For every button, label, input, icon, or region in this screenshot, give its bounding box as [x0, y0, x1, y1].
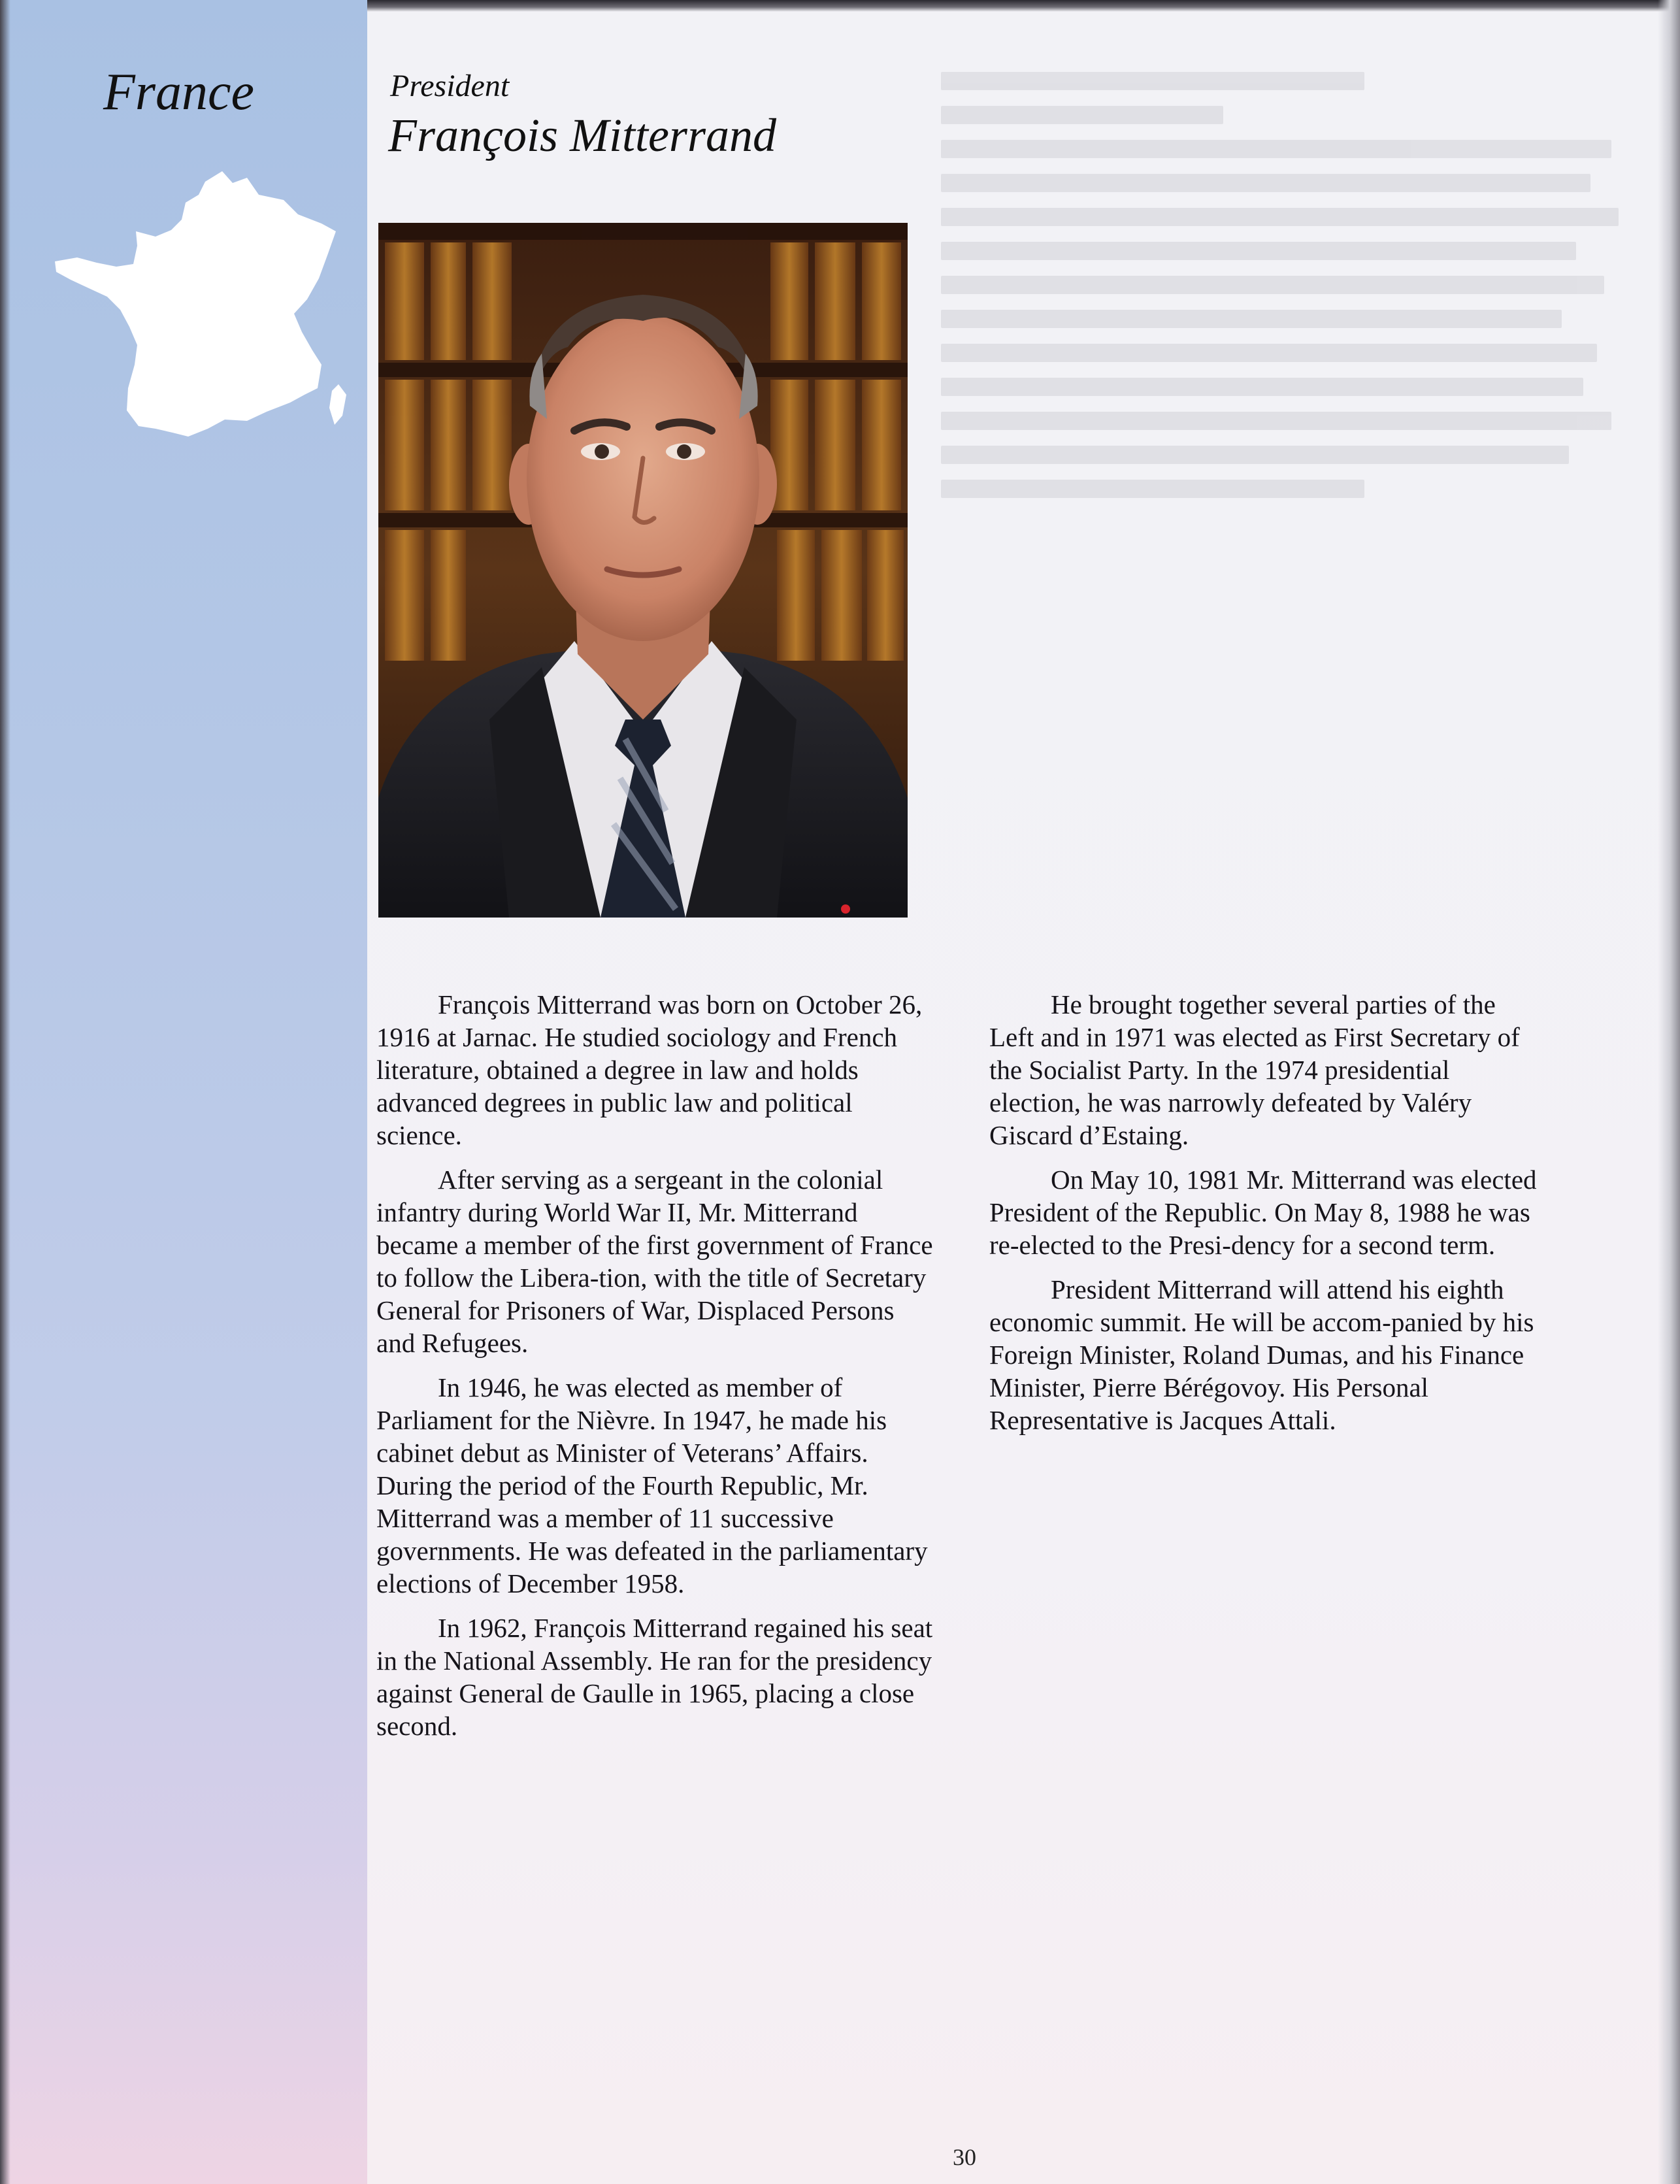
- page-left-edge: [0, 0, 10, 2184]
- paragraph: In 1946, he was elected as member of Parliament for the Nièvre. In 1947, he made his cabinet debut as Minister of Veterans’ Affairs. During the period of the Fourth Republic, Mr. Mitterrand was a member of 11 successive governments. He was defeated in the parliamentary elections of December 1958.: [376, 1372, 928, 1598]
- paragraph: François Mitterrand was born on October 26, 1916 at Jarnac. He studied sociology and French literature, obtained a degree in law and holds advanced degrees in public law and political science.: [376, 989, 923, 1150]
- body-right-column: [989, 988, 1542, 1448]
- page-number: 30: [953, 2144, 976, 2170]
- paragraph: President Mitterrand will attend his eighth economic summit. He will be accom-panied by his Foreign Minister, Roland Dumas, and his Finance Minister, Pierre Bérégovoy. His Personal Representative is Jacques Attali.: [989, 1274, 1534, 1435]
- show-through-text: [941, 72, 1647, 514]
- paragraph: On May 10, 1981 Mr. Mitterrand was elected President of the Republic. On May 8, 1988 he was re-elected to the Presi-dency for a second term.: [989, 1165, 1537, 1260]
- sidebar: [0, 0, 367, 2184]
- leader-name: François Mitterrand: [388, 109, 776, 161]
- body-left-column: [376, 988, 938, 1754]
- country-name: France: [103, 63, 255, 121]
- paragraph: In 1962, François Mitterrand regained his seat in the National Assembly. He ran for the presidency against General de Gaulle in 1965, placing a close second.: [376, 1613, 933, 1741]
- paragraph: He brought together several parties of the Left and in 1971 was elected as First Secretary of the Socialist Party. In the 1974 presidential election, he was narrowly defeated by Valéry Giscard d’Estaing.: [989, 989, 1520, 1150]
- leader-role: President: [390, 69, 510, 103]
- page-right-edge: [1658, 0, 1680, 2184]
- france-map-icon: [51, 169, 350, 455]
- portrait-photo: [378, 223, 908, 918]
- paragraph: After serving as a sergeant in the colonial infantry during World War II, Mr. Mitterrand became a member of the first government of France to follow the Libera-tion, with the title of Secretary General for Prisoners of War, Displaced Persons and Refugees.: [376, 1165, 933, 1358]
